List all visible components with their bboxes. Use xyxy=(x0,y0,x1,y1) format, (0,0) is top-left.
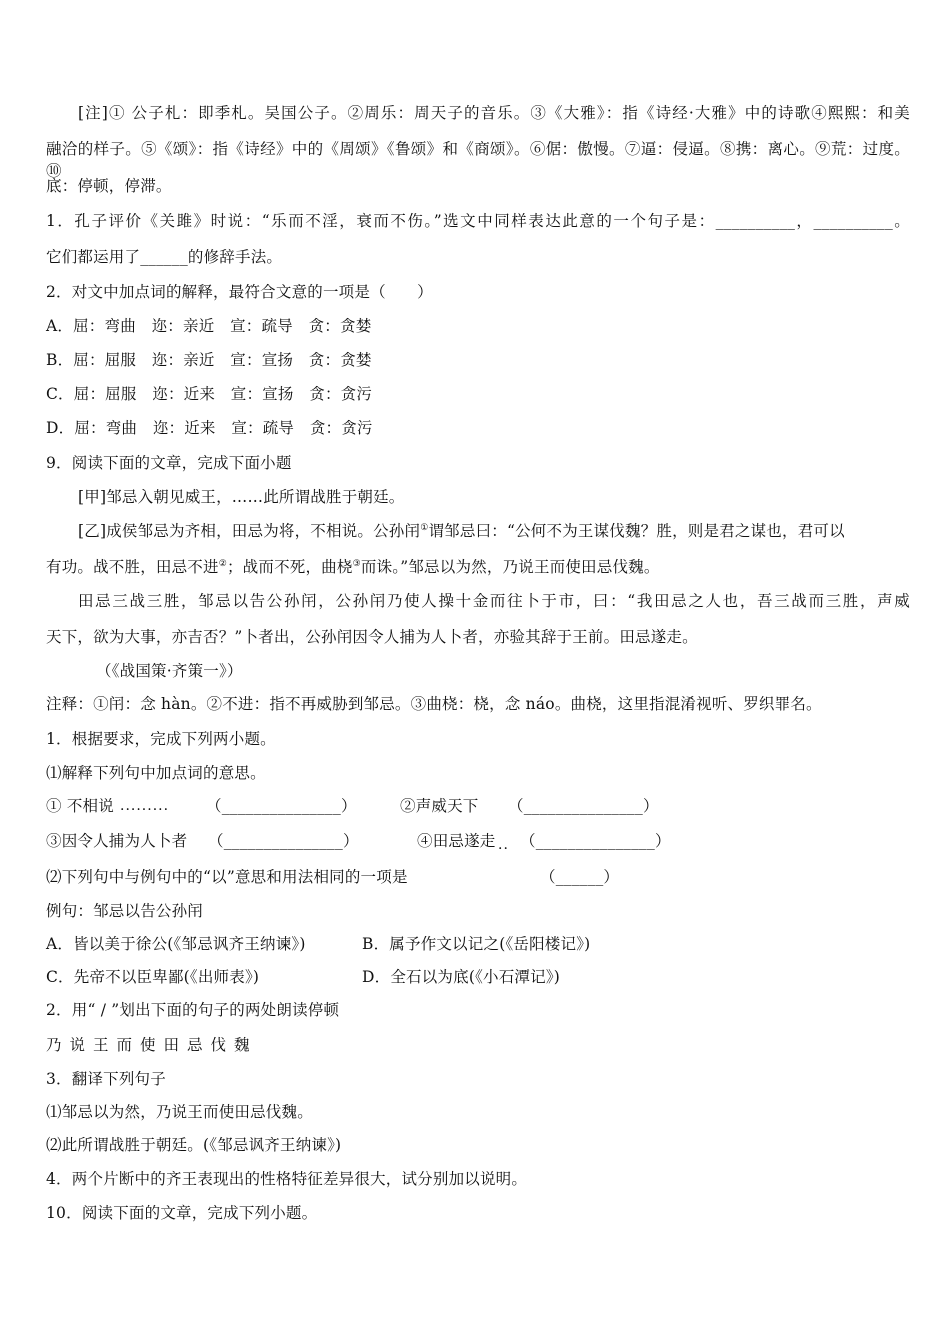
q8-option-c: C．屈：屈服 迩：近来 宣：宣扬 贪：贪污 xyxy=(46,385,373,403)
q9-sub3-title: 3．翻译下列句子 xyxy=(46,1070,166,1088)
q9-sub4: 4．两个片断中的齐王表现出的性格特征差异很大，试分别加以说明。 xyxy=(46,1170,528,1188)
q9-sub1-part1: ⑴解释下列句中加点词的意思。 xyxy=(46,764,266,782)
note-line-1: [注]① 公子札：即季札。吴国公子。②周乐：周天子的音乐。③《大雅》：指《诗经·大雅》中的诗歌④熙熙：和美 xyxy=(78,104,910,122)
q9-title: 9．阅读下面的文章，完成下面小题 xyxy=(46,454,292,472)
q8-option-a: A．屈：弯曲 迩：亲近 宣：疏导 贪：贪婪 xyxy=(46,317,372,335)
option-c: C．先帝不以臣卑鄙(《出师表》) xyxy=(46,968,260,986)
q9-para3-line2: 天下，欲为大事，亦吉否？”卜者出，公孙闬因令人捕为人卜者，亦验其辞于王前。田忌遂走。 xyxy=(46,628,698,646)
q8-option-d: D．屈：弯曲 迩：近来 宣：疏导 贪：贪污 xyxy=(46,419,373,437)
emphasis-dots: ········· xyxy=(120,802,170,818)
q8-sub1-line1: 1．孔子评价《关雎》时说：“乐而不淫，衰而不伤。”选文中同样表达此意的一个句子是：__________，__________。 xyxy=(46,212,910,230)
blank3-label: ③因令人捕为人卜者 xyxy=(46,832,188,850)
note-line-3: 底：停顿，停滞。 xyxy=(46,177,172,195)
blank1-answer[interactable]: （_______________） xyxy=(206,797,357,815)
blank4-answer[interactable]: （_______________） xyxy=(520,832,671,850)
blank4-label: ④田忌遂走 xyxy=(417,832,496,850)
q9-sub1-title: 1．根据要求，完成下列两小题。 xyxy=(46,730,276,748)
choice-answer[interactable]: （______） xyxy=(540,868,620,886)
q9-source: （《战国策·齐策一》） xyxy=(96,662,243,680)
option-d: D．全石以为底(《小石潭记》) xyxy=(362,968,561,986)
q10-title: 10．阅读下面的文章，完成下列小题。 xyxy=(46,1204,318,1222)
q8-option-b: B．屈：屈服 迩：亲近 宣：宣扬 贪：贪婪 xyxy=(46,351,372,369)
q9-yi-line1: [乙]成侯邹忌为齐相，田忌为将，不相说。公孙闬①谓邹忌曰：“公何不为王谋伐魏？胜，则是君之谋也，君可以 xyxy=(78,522,845,540)
q9-sub1-part2: ⑵下列句中与例句中的“以”意思和用法相同的一项是 （______） xyxy=(46,868,620,886)
q9-blank-row2 xyxy=(46,830,910,857)
q8-sub2-stem: 2．对文中加点词的解释，最符合文意的一项是（ ） xyxy=(46,283,433,301)
option-b: B．属予作文以记之(《岳阳楼记》) xyxy=(362,935,591,953)
q9-sub2-sentence: 乃说王而使田忌伐魏 xyxy=(46,1036,258,1054)
q9-yi-line2: 有功。战不胜，田忌不进②；战而不死，曲桡③而诛。”邹忌以为然，乃说王而使田忌伐魏。 xyxy=(46,558,660,576)
option-a: A．皆以美于徐公(《邹忌讽齐王纳谏》) xyxy=(46,935,306,953)
emphasis-dots: ·· xyxy=(498,841,509,857)
q9-blank-row1 xyxy=(46,795,910,817)
blank1-label: ① 不相说 xyxy=(46,797,114,815)
blank3-answer[interactable]: （_______________） xyxy=(208,832,359,850)
q8-sub1-line2: 它们都运用了______的修辞手法。 xyxy=(46,248,283,266)
q9-sub2-title: 2．用“ / ”划出下面的句子的两处朗读停顿 xyxy=(46,1001,340,1019)
q9-example: 例句：邹忌以告公孙闬 xyxy=(46,902,204,920)
blank2-label: ②声威天下 xyxy=(400,797,479,815)
note-line-2: 融洽的样子。⑤《颂》：指《诗经》中的《周颂》《鲁颂》和《商颂》。⑥倨：傲慢。⑦逼：侵逼。⑧携：离心。⑨荒：过度。⑩ xyxy=(46,140,910,180)
q9-options-row2 xyxy=(46,966,910,988)
q9-annotation: 注释：①闬：念 hàn。②不进：指不再威胁到邹忌。③曲桡：桡，念 náo。曲桡，这里指混淆视听、罗织罪名。 xyxy=(46,695,822,713)
q9-sub3-item1: ⑴邹忌以为然，乃说王而使田忌伐魏。 xyxy=(46,1103,313,1121)
q9-sub3-item2: ⑵此所谓战胜于朝廷。(《邹忌讽齐王纳谏》) xyxy=(46,1136,342,1154)
q9-para3-line1: 田忌三战三胜，邹忌以告公孙闬，公孙闬乃使人操十金而往卜于市，曰：“我田忌之人也，吾三战而三胜，声威 xyxy=(78,592,910,610)
blank2-answer[interactable]: （_______________） xyxy=(508,797,659,815)
q9-options-row1 xyxy=(46,933,910,955)
q9-jia-passage: [甲]邹忌入朝见威王，……此所谓战胜于朝廷。 xyxy=(78,488,405,506)
